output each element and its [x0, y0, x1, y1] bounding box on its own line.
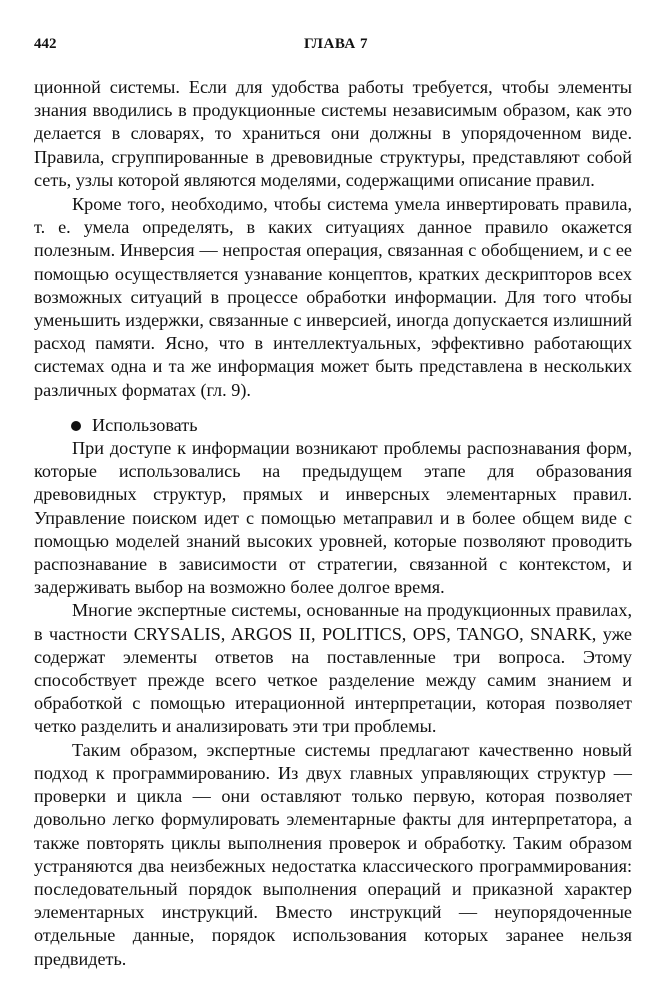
- bullet-heading: [34, 414, 632, 437]
- paragraph-conclusion: Таким образом, экспертные системы предлагают качественно новый подход к программированию. Из двух главных управляющих структур — проверки и цикла — они оставляют только первую, которая позволяет довольно легко формулировать элементарные факты для интерпретатора, а также повторять циклы выполнения проверок и обработку. Таким образом устраняются два неизбежных недостатка классического программирования: последовательный порядок выполнения операций и приказной характер элементарных инструкций. Вместо инструкций — неупорядоченные отдельные данные, порядок использования которых заранее нельзя предвидеть.: [34, 739, 632, 969]
- paragraph-access: При доступе к информации возникают проблемы распознавания форм, которые использовались на предыдущем этапе для образования древовидных структур, прямых и инверсных элементарных правил. Управление поиском идет с помощью метаправил и в более общем виде с помощью моделей знаний высоких уровней, которые позволяют проводить распознавание в зависимости от стратегии, связанной с контекстом, и задерживать выбор на возможно более долгое время.: [34, 438, 632, 598]
- chapter-title: ГЛАВА 7: [304, 36, 368, 52]
- paragraph-inversion: Кроме того, необходимо, чтобы система умела инвертировать правила, т. е. умела определять, в каких ситуациях данное правило окажется полезным. Инверсия — непростая операция, связанная с обобщением, и с ее помощью осуществляется узнавание концептов, кратких дескрипторов всех возможных ситуаций в процессе обработки информации. Для того чтобы уменьшить издержки, связанные с инверсией, иногда допускается излишний расход памяти. Ясно, что в интеллектуальных, эффективно работающих системах одна и та же информация может быть представлена в нескольких различных форматах (гл. 9).: [34, 194, 632, 400]
- paragraph-expert-systems: Многие экспертные системы, основанные на продукционных правилах, в частности CRYSALIS, ARGOS II, POLITICS, OPS, TANGO, SNARK, уже содержат элементы ответов на поставленные три вопроса. Этому способствует прежде всего четкое разделение между самим знанием и обработкой с помощью итерационной интерпретации, которая позволяет четко разделить и анализировать эти три проблемы.: [34, 600, 632, 737]
- bullet-dot-icon: [71, 421, 81, 431]
- page-number: 442: [34, 36, 57, 52]
- page-header: [34, 36, 638, 56]
- paragraph-continuation: ционной системы. Если для удобства работы требуется, чтобы элементы знания вводились в продукционные системы независимым образом, как это делается в словарях, то храниться они должны в упорядоченном виде. Правила, сгруппированные в древовидные структуры, представляют собой сеть, узлы которой являются моделями, содержащими описание правил.: [34, 77, 632, 190]
- bullet-heading-text: Использовать: [92, 414, 198, 435]
- page-body: [34, 76, 632, 971]
